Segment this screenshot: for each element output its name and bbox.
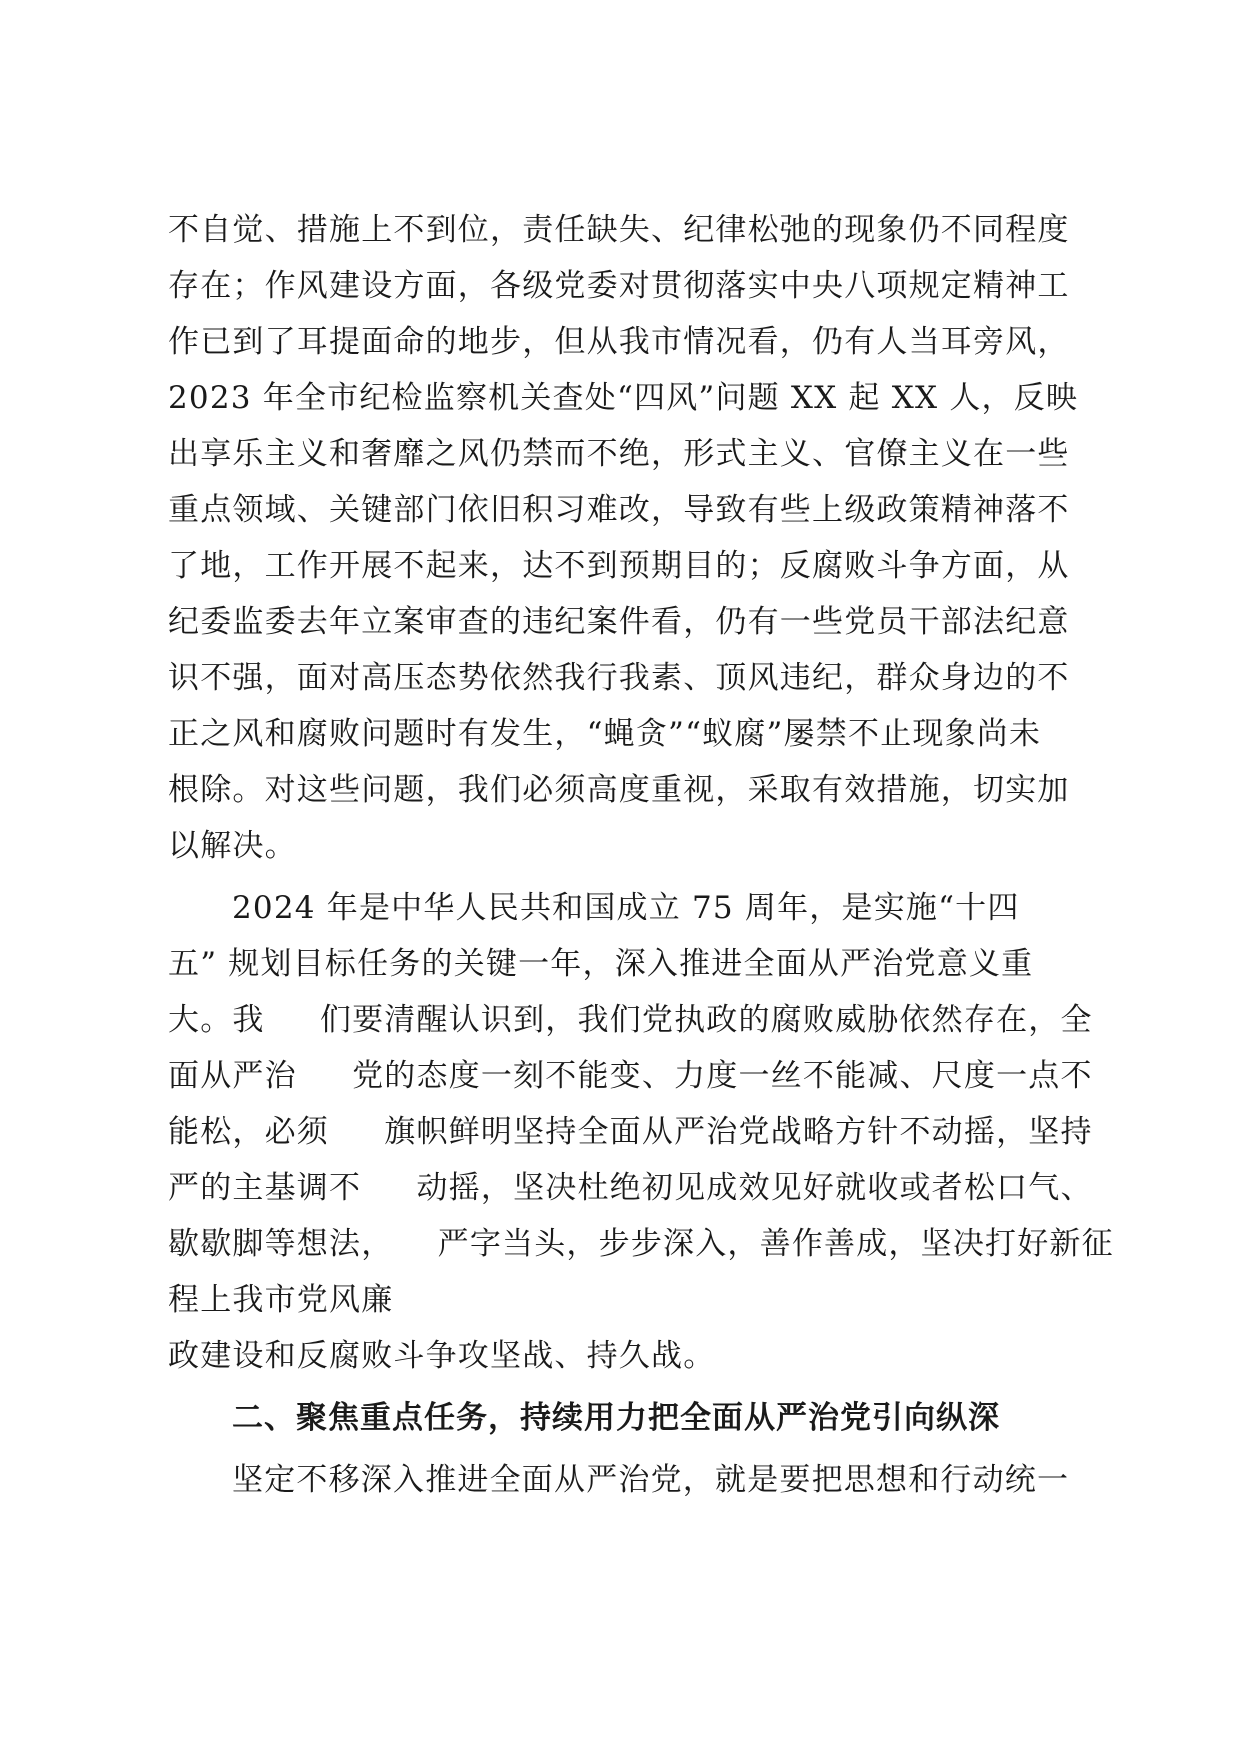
text-line: 以解决。	[168, 828, 297, 864]
text-line: 程上我市党风廉	[168, 1282, 394, 1318]
text-line: 面从严治 党的态度一刻不能变、力度一丝不能减、尺度一点不	[168, 1058, 1093, 1094]
text-line: 正之风和腐败问题时有发生，“蝇贪”“蚁腐”屡禁不止现象尚未	[168, 716, 1042, 752]
text-line: 不自觉、措施上不到位，责任缺失、纪律松弛的现象仍不同程度	[168, 212, 1070, 248]
text-line: 了地，工作开展不起来，达不到预期目的；反腐败斗争方面，从	[168, 548, 1070, 584]
text-line: 政建设和反腐败斗争攻坚战、持久战。	[168, 1338, 716, 1374]
text-line: 五” 规划目标任务的关键一年，深入推进全面从严治党意义重	[168, 946, 1034, 982]
text-line: 坚定不移深入推进全面从严治党，就是要把思想和行动统一	[232, 1462, 1070, 1498]
text-line: 歇歇脚等想法， 严字当头，步步深入，善作善成，坚决打好新征	[168, 1226, 1114, 1262]
text-line: 重点领域、关键部门依旧积习难改，导致有些上级政策精神落不	[168, 492, 1070, 528]
text-line: 存在；作风建设方面，各级党委对贯彻落实中央八项规定精神工	[168, 268, 1070, 304]
text-line: 根除。对这些问题，我们必须高度重视，采取有效措施，切实加	[168, 772, 1070, 808]
text-line: 作已到了耳提面命的地步，但从我市情况看，仍有人当耳旁风，	[168, 324, 1070, 360]
text-line: 大。我 们要清醒认识到，我们党执政的腐败威胁依然存在，全	[168, 1002, 1093, 1038]
text-line: 2024 年是中华人民共和国成立 75 周年，是实施“十四	[232, 890, 1020, 926]
text-line: 纪委监委去年立案审查的违纪案件看，仍有一些党员干部法纪意	[168, 604, 1070, 640]
section-heading: 二、聚焦重点任务，持续用力把全面从严治党引向纵深	[232, 1400, 1000, 1436]
text-line: 能松，必须 旗帜鲜明坚持全面从严治党战略方针不动摇，坚持	[168, 1114, 1093, 1150]
text-line: 出享乐主义和奢靡之风仍禁而不绝，形式主义、官僚主义在一些	[168, 436, 1070, 472]
text-line: 严的主基调不 动摇，坚决杜绝初见成效见好就收或者松口气、	[168, 1170, 1093, 1206]
text-line: 2023 年全市纪检监察机关查处“四风”问题 XX 起 XX 人，反映	[168, 380, 1079, 416]
text-line: 识不强，面对高压态势依然我行我素、顶风违纪，群众身边的不	[168, 660, 1070, 696]
